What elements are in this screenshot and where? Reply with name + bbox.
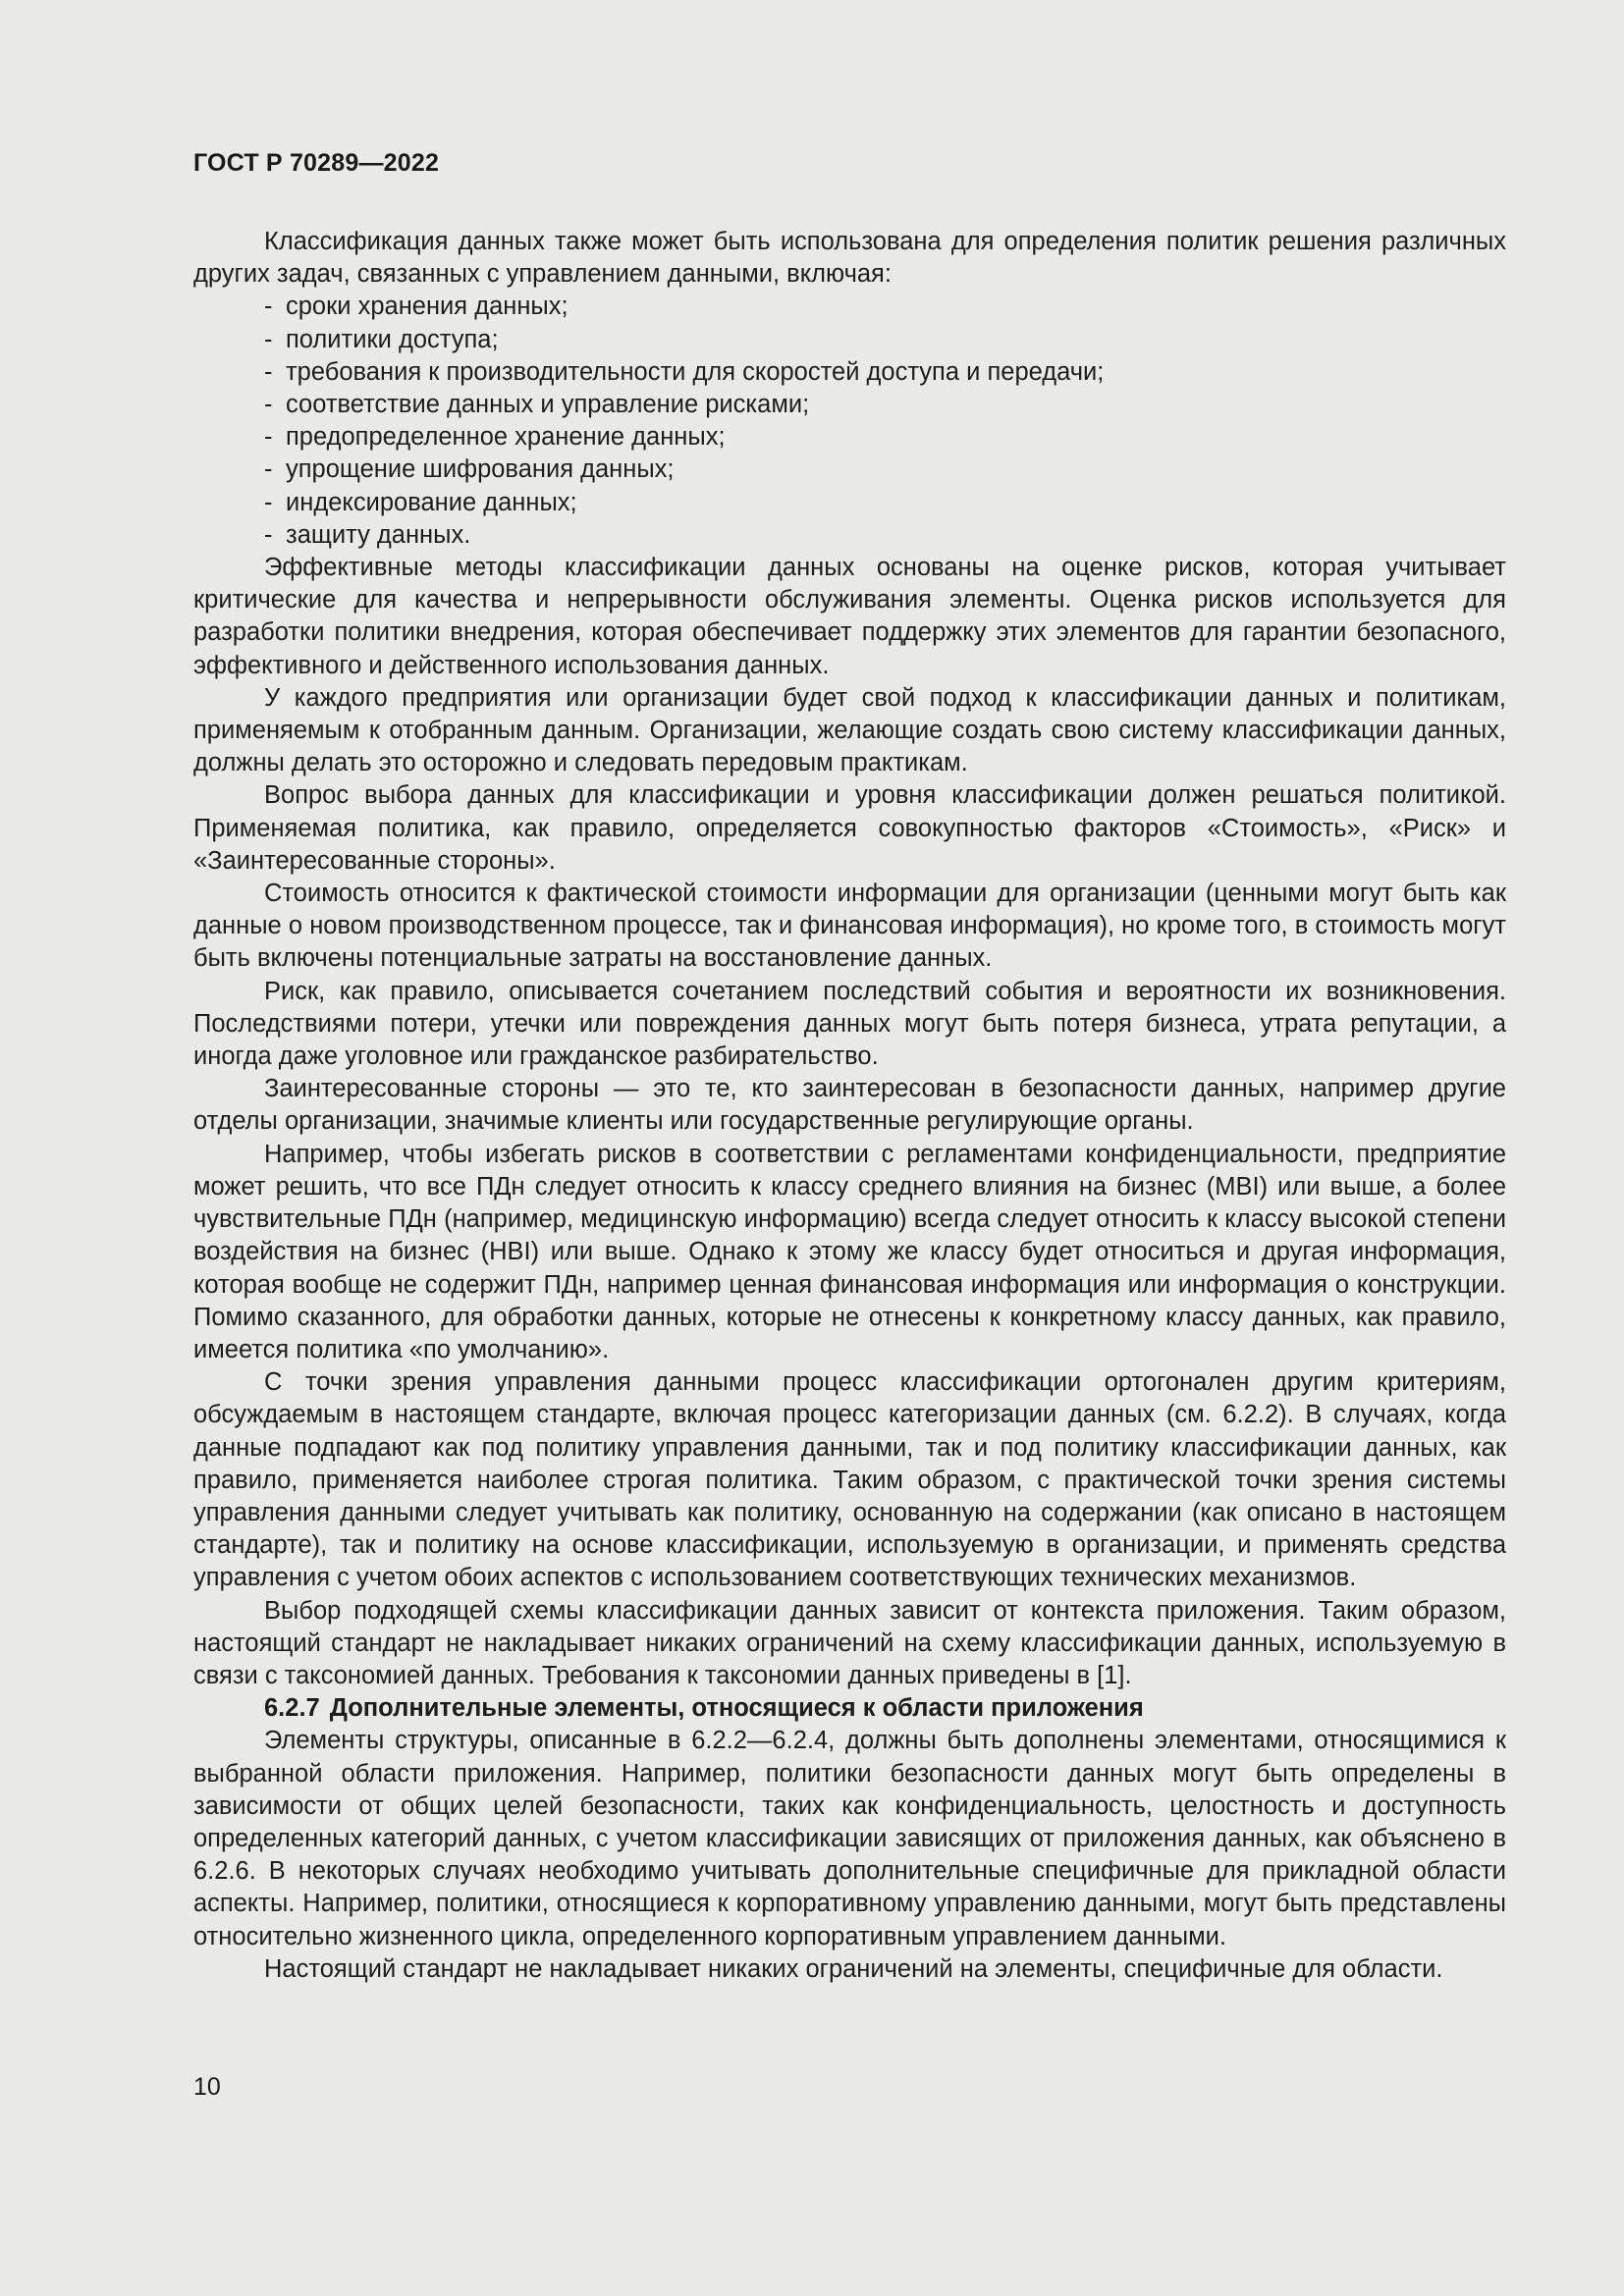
list-item	[193, 519, 1506, 552]
list-item	[193, 356, 1506, 389]
body-paragraph: Эффективные методы классификации данных основаны на оценке рисков, которая учитывает критические для качества и непрерывности обслуживания элементы. Оценка рисков используется для разработки политики внедрения, которая обеспечивает поддержку этих элементов для гарантии безопасного, эффективного и действенного использования данных.	[193, 554, 1506, 679]
list-item-text: требования к производительности для скоростей доступа и передачи;	[286, 357, 1105, 386]
body-paragraph: У каждого предприятия или организации будет свой подход к классификации данных и политикам, применяемым к отобранным данным. Организации, желающие создать свою систему классификации данных, должны делать это осторожно и следовать передовым практикам.	[193, 683, 1506, 777]
section-number: 6.2.7	[264, 1694, 320, 1723]
list-item-text: предопределенное хранение данных;	[286, 423, 726, 452]
document-code-header: ГОСТ Р 70289—2022	[193, 149, 440, 177]
section-paragraph: Элементы структуры, описанные в 6.2.2—6.2.4, должны быть дополнены элементами, относящимися к выбранной области приложения. Например, политики безопасности данных могут быть определены в зависимости от общих целей безопасности, таких как конфиденциальность, целостность и доступность определенных категорий данных, с учетом классификации зависящих от приложения данных, как объяснено в 6.2.6. В некоторых случаях необходимо учитывать дополнительные специфичные для прикладной области аспекты. Например, политики, относящиеся к корпоративному управлению данными, могут быть представлены относительно жизненного цикла, определенного корпоративным управлением данными.	[193, 1727, 1506, 1950]
page-body	[193, 226, 1506, 1986]
intro-paragraph: Классификация данных также может быть использована для определения политик решения различных других задач, связанных с управлением данными, включая:	[193, 228, 1506, 289]
body-paragraph: С точки зрения управления данными процесс классификации ортогонален другим критериям, обсуждаемым в настоящем стандарте, включая процесс категоризации данных (см. 6.2.2). В случаях, когда данные подпадают как под политику управления данными, так и под политику классификации данных, как правило, применяется наиболее строгая политика. Таким образом, с практической точки зрения системы управления данными следует учитывать как политику, основанную на содержании (как описано в настоящем стандарте), так и политику на основе классификации, используемую в организации, и применять средства управления с учетом обоих аспектов с использованием соответствующих технических механизмов.	[193, 1368, 1506, 1592]
list-item-text: упрощение шифрования данных;	[286, 455, 675, 484]
body-paragraph: Заинтересованные стороны — это те, кто заинтересован в безопасности данных, например другие отделы организации, значимые клиенты или государственные регулирующие органы.	[193, 1075, 1506, 1136]
section-heading	[193, 1692, 1506, 1725]
page-number: 10	[193, 2073, 221, 2101]
body-paragraph: Выбор подходящей схемы классификации данных зависит от контекста приложения. Таким образом, настоящий стандарт не накладывает никаких ограничений на схему классификации данных, используемую в связи с таксономией данных. Требования к таксономии данных приведены в [1].	[193, 1596, 1506, 1689]
list-item-text: политики доступа;	[286, 325, 499, 353]
list-item-text: защиту данных.	[286, 520, 471, 549]
list-dash: -	[264, 520, 273, 549]
list-dash: -	[264, 423, 273, 452]
list-dash: -	[264, 325, 273, 353]
body-paragraph: Например, чтобы избегать рисков в соответствии с регламентами конфиденциальности, предприятие может решить, что все ПДн следует относить к классу среднего влияния на бизнес (MBI) или выше, а более чувствительные ПДн (например, медицинскую информацию) всегда следует относить к классу высокой степени воздействия на бизнес (HBI) или выше. Однако к этому же классу будет относиться и другая информация, которая вообще не содержит ПДн, например ценная финансовая информация или информация о конструкции. Помимо сказанного, для обработки данных, которые не отнесены к конкретному классу данных, как правило, имеется политика «по умолчанию».	[193, 1140, 1506, 1363]
list-item	[193, 421, 1506, 454]
policy-task-list	[193, 291, 1506, 552]
list-item	[193, 487, 1506, 519]
list-item	[193, 324, 1506, 356]
list-item-text: сроки хранения данных;	[286, 293, 568, 321]
list-item	[193, 389, 1506, 421]
section-paragraph: Настоящий стандарт не накладывает никаких ограничений на элементы, специфичные для области.	[264, 1954, 1443, 1983]
body-paragraph: Вопрос выбора данных для классификации и уровня классификации должен решаться политикой. Применяемая политика, как правило, определяется совокупностью факторов «Стоимость», «Риск» и «Заинтересованные стороны».	[193, 781, 1506, 875]
body-paragraph: Риск, как правило, описывается сочетанием последствий события и вероятности их возникновения. Последствиями потери, утечки или повреждения данных могут быть потеря бизнеса, утрата репутации, а иногда даже уголовное или гражданское разбирательство.	[193, 977, 1506, 1071]
list-dash: -	[264, 357, 273, 386]
list-item-text: соответствие данных и управление рисками;	[286, 391, 810, 419]
list-item-text: индексирование данных;	[286, 488, 577, 516]
list-dash: -	[264, 293, 273, 321]
list-dash: -	[264, 455, 273, 484]
list-dash: -	[264, 488, 273, 516]
body-paragraph: Стоимость относится к фактической стоимости информации для организации (ценными могут быть как данные о новом производственном процессе, так и финансовая информация), но кроме того, в стоимость могут быть включены потенциальные затраты на восстановление данных.	[193, 880, 1506, 973]
section-title: Дополнительные элементы, относящиеся к области приложения	[329, 1694, 1144, 1723]
list-item	[193, 291, 1506, 323]
list-dash: -	[264, 391, 273, 419]
list-item	[193, 454, 1506, 486]
